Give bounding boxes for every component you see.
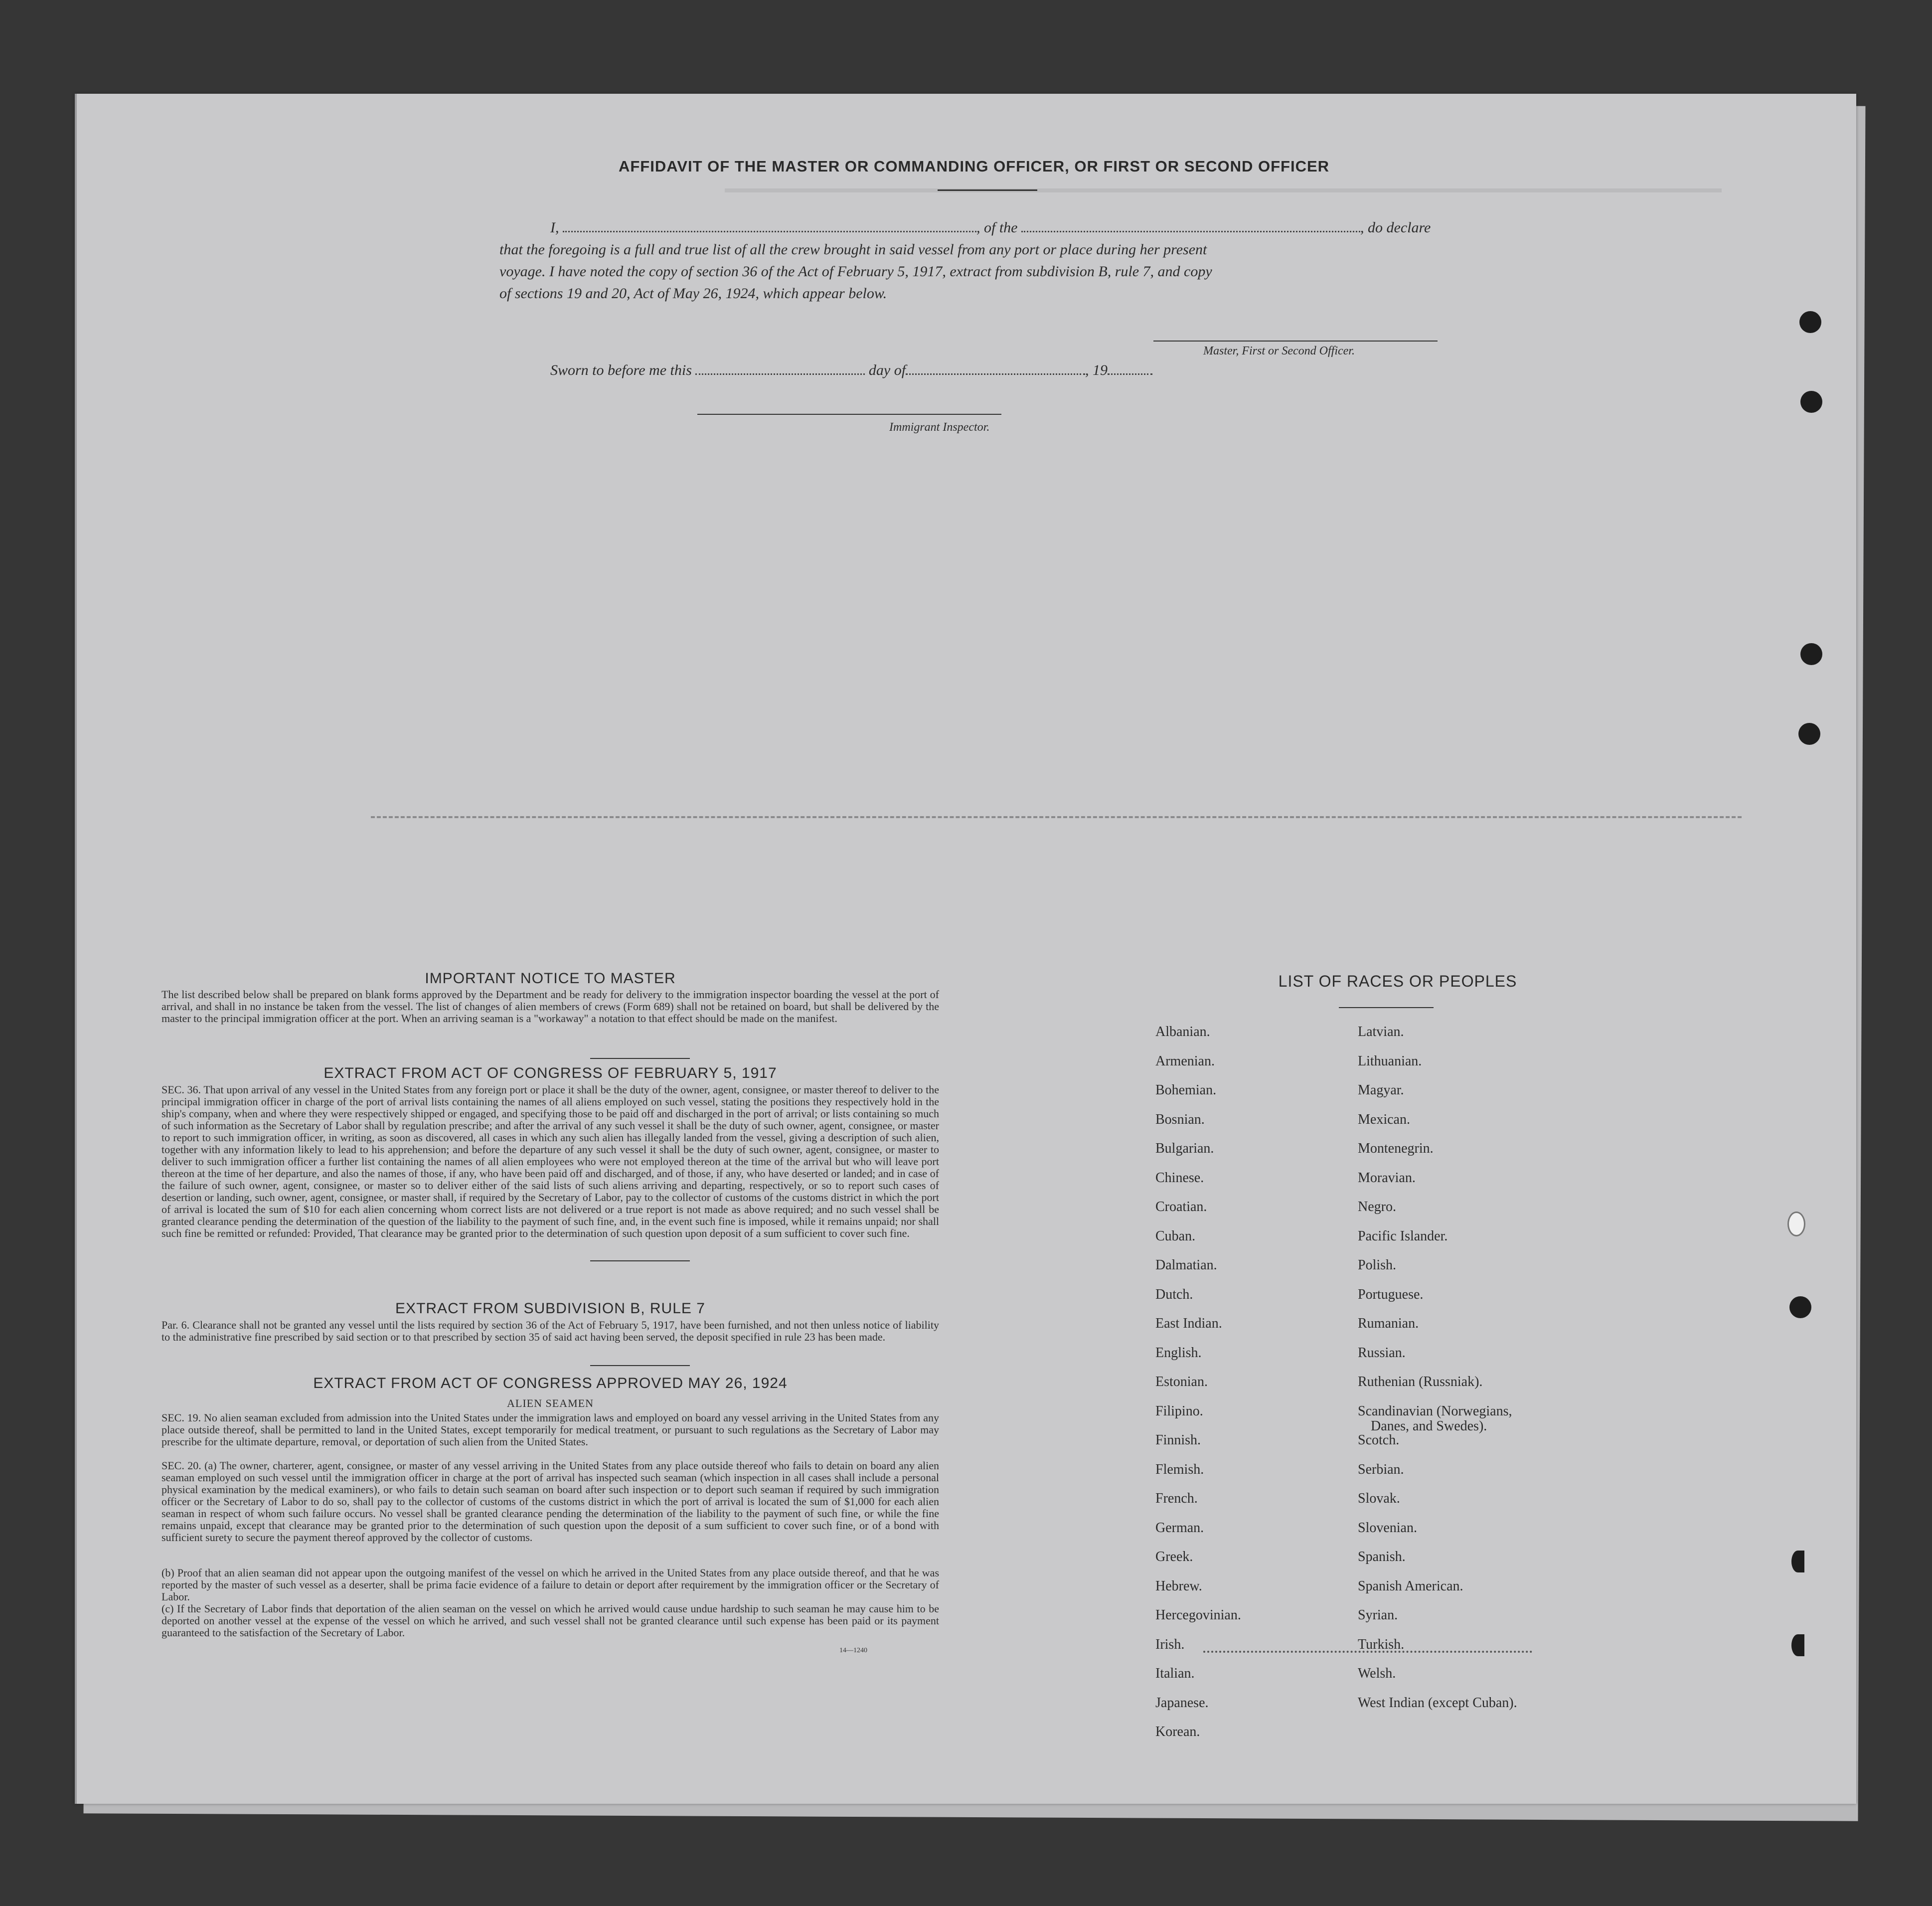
race-item: Mexican. (1358, 1111, 1410, 1127)
race-item: Syrian. (1358, 1607, 1398, 1623)
race-item: Hebrew. (1155, 1578, 1202, 1594)
sworn-year-field[interactable] (1108, 373, 1152, 375)
sworn-year-prefix: , 19 (1085, 362, 1108, 378)
race-item: German. (1155, 1520, 1204, 1536)
sworn-text: Sworn to before me this (550, 362, 692, 378)
affidavit-line-3: voyage. I have noted the copy of section 36 of the Act of February 5, 1917, extract from subdivision B, rule 7, and copy (499, 263, 1212, 280)
race-item: Italian. (1155, 1666, 1195, 1681)
race-item: Serbian. (1358, 1461, 1404, 1477)
rule7-text: Par. 6. Clearance shall not be granted any vessel until the lists required by section 36 of the Act of February 5, 1917, have been furnished, and not then unless notice of liability to the administrative fine prescribed by said section or to that prescribed by section 35 of said act having been served, the deposit specified in rule 23 has been made. (161, 1319, 939, 1343)
affidavit-title-rule (938, 189, 1037, 191)
extract-1924-title: EXTRACT FROM ACT OF CONGRESS APPROVED MAY 26, 1924 (313, 1375, 788, 1391)
affidavit-line-1 (550, 219, 1497, 236)
punch-hole (1791, 1634, 1804, 1656)
affidavit-i: I, (550, 219, 559, 236)
signature-label: Master, First or Second Officer. (1203, 345, 1355, 357)
race-item: Greek. (1155, 1549, 1193, 1564)
document-page (75, 94, 1856, 1804)
race-item: Welsh. (1358, 1666, 1396, 1681)
inspector-label: Immigrant Inspector. (889, 421, 990, 434)
extract-1917-title: EXTRACT FROM ACT OF CONGRESS OF FEBRUARY 5, 1917 (323, 1065, 777, 1081)
race-item: Pacific Islander. (1358, 1228, 1448, 1244)
race-item: Croatian. (1155, 1199, 1207, 1214)
race-item: Ruthenian (Russniak). (1358, 1374, 1483, 1389)
master-name-field[interactable] (563, 231, 976, 232)
vessel-name-field[interactable] (1021, 231, 1360, 232)
race-item: Japanese. (1155, 1695, 1209, 1711)
race-item: Moravian. (1358, 1170, 1416, 1186)
races-title-rule (1339, 1007, 1434, 1008)
dashed-separator (371, 816, 1742, 818)
inspector-signature-line[interactable] (697, 414, 1001, 415)
sworn-day-of: day of (868, 362, 906, 378)
notice-title: IMPORTANT NOTICE TO MASTER (425, 970, 676, 987)
stray-dotted-line (1203, 1651, 1532, 1653)
race-item: Bulgarian. (1155, 1141, 1214, 1156)
affidavit-line-2: that the foregoing is a full and true list of all the crew brought in said vessel from any port or place during her present (499, 241, 1207, 258)
races-title: LIST OF RACES OR PEOPLES (1278, 972, 1517, 990)
sec20c-text: (c) If the Secretary of Labor finds that deportation of the alien seaman on the vessel on which he arrived would cause undue hardship to such seaman he may cause him to be deported on another vessel at the expense of the vessel on which he arrived, and such vessel shall not be granted clearance until such expense has been paid or its payment guaranteed to the satisfaction of the Secretary of Labor. (161, 1602, 939, 1639)
notice-text: The list described below shall be prepared on blank forms approved by the Department and be ready for delivery to the immigration inspector boarding the vessel at the port of arrival, and shall in no instance be taken from the vessel. The list of changes of alien members of crews (Form 689) shall not be retained on board, but shall be delivered by the master to the principal immigration officer at the port. When an arriving seaman is a "workaway" a notation to that effect should be made on the manifest. (161, 988, 939, 1025)
notice-rule (590, 1058, 690, 1059)
race-item: Negro. (1358, 1199, 1396, 1214)
race-item: Bosnian. (1155, 1111, 1205, 1127)
race-item: Chinese. (1155, 1170, 1204, 1186)
race-item: Portuguese. (1358, 1286, 1424, 1302)
race-item: Filipino. (1155, 1403, 1203, 1419)
rule7-rule (590, 1365, 690, 1366)
sec20b-text: (b) Proof that an alien seaman did not appear upon the outgoing manifest of the vessel on which he arrived in the United States from any place outside thereof, and that he was reported by the master of such vessel as a deserter, shall be prima facie evidence of a failure to detain or deport after requirement by the immigration officer or the Secretary of Labor. (161, 1566, 939, 1603)
race-item: East Indian. (1155, 1316, 1222, 1331)
sec20a-text: SEC. 20. (a) The owner, charterer, agent, consignee, or master of any vessel arriving in the United States from any place outside thereof who fails to detain on board any alien seaman employed on such vessel until the immigration officer in charge at the port of arrival has inspected such seaman (which inspection in all cases shall include a personal physical examination by the medical examiners), or who fails to detain such seaman on board after such inspection or to deport such seaman if required by such immigration officer or the Secretary of Labor to do so, shall pay to the collector of customs of the customs district in which the port of arrival is located the sum of $1,000 for each alien seaman in respect of whom such failure occurs. No vessel shall be granted clearance pending the determination of the liability to the payment of such fine, or while the fine remains unpaid, except that clearance may be granted prior to the determination of such question upon the deposit of a sum sufficient to cover such fine, or of a bond with sufficient surety to secure the payment thereof approved by the collector of customs. (161, 1459, 939, 1544)
sworn-line (550, 362, 1298, 379)
race-item: Spanish. (1358, 1549, 1406, 1564)
extract-1917-rule (590, 1260, 690, 1261)
race-item: Flemish. (1155, 1461, 1204, 1477)
race-item: Lithuanian. (1358, 1053, 1422, 1069)
punch-hole (1800, 391, 1822, 413)
race-item: Latvian. (1358, 1024, 1404, 1040)
race-item: Slovenian. (1358, 1520, 1417, 1536)
race-item: French. (1155, 1491, 1198, 1506)
race-item: Estonian. (1155, 1374, 1208, 1389)
race-item: Magyar. (1358, 1082, 1404, 1098)
race-item: Rumanian. (1358, 1316, 1419, 1331)
punch-hole (1798, 723, 1820, 745)
race-item: Russian. (1358, 1345, 1406, 1361)
race-item: Irish. (1155, 1636, 1185, 1652)
punch-hole (1800, 643, 1822, 665)
signature-line[interactable] (1153, 341, 1438, 342)
race-item: Scotch. (1358, 1432, 1400, 1448)
race-item: Albanian. (1155, 1024, 1210, 1040)
affidavit-of-the: , of the (976, 219, 1018, 236)
punch-hole (1791, 1551, 1804, 1572)
race-item: Dutch. (1155, 1286, 1193, 1302)
race-item: Polish. (1358, 1257, 1397, 1273)
race-item: Montenegrin. (1358, 1141, 1434, 1156)
rule7-title: EXTRACT FROM SUBDIVISION B, RULE 7 (395, 1300, 705, 1317)
punch-hole (1787, 1212, 1805, 1236)
sworn-month-field[interactable] (906, 373, 1085, 375)
extract-1917-text: SEC. 36. That upon arrival of any vessel in the United States from any foreign port or place it shall be the duty of the owner, agent, consignee, or master thereof to deliver to the principal immigration officer in charge of the port of arrival lists containing the names of all aliens employed on such vessel, stating the positions they respectively hold in the ship's company, when and where they were respectively shipped or engaged, and specifying those to be paid off and discharged in the port of arrival; or lists containing so much of such information as the Secretary of Labor shall by regulation prescribe; and after the arrival of any such vessel it shall be the duty of such owner, agent, consignee, or master to report to such immigration officer, in writing, as soon as discovered, all cases in which any such alien has illegally landed from the vessel, giving a description of such alien, together with any information likely to lead to his apprehension; and before the departure of any such vessel it shall be the duty of such owner, agent, consignee, or master to deliver to such immigration officer a further list containing the names of all alien employees who were not employed thereon at the time of the arrival but who will leave port thereon at the time of her departure, and also the names of those, if any, who have been paid off and discharged, and of those, if any, who have deserted or landed; and in case of the failure of such owner, agent, consignee, or master so to deliver either of the said lists of such aliens arriving and departing, respectively, or so to report such cases of desertion or landing, such owner, agent, consignee, or master shall, if required by the Secretary of Labor, pay to the collector of customs of the customs district in which the port of arrival is located the sum of $10 for each alien concerning whom correct lists are not delivered or a true report is not made as above required; and no such vessel shall be granted clearance pending the determination of the question of the liability to the payment of such fine, and, in the event such fine is imposed, while it remains unpaid; nor shall such fine be remitted or refunded: Provided, That clearance may be granted prior to the determination of such question upon deposit of a sum sufficient to cover such fine. (161, 1083, 939, 1239)
punch-hole (1789, 1296, 1811, 1318)
race-item: Dalmatian. (1155, 1257, 1217, 1273)
race-item: Bohemian. (1155, 1082, 1217, 1098)
race-item: Spanish American. (1358, 1578, 1463, 1594)
sworn-day-field[interactable] (695, 373, 865, 375)
sec19-text: SEC. 19. No alien seaman excluded from admission into the United States under the immigration laws and employed on board any vessel arriving in the United States from any place outside thereof, shall be permitted to land in the United States, except temporarily for medical treatment, or pursuant to such regulations as the Secretary of Labor may prescribe for the ultimate departure, removal, or deportation of such alien from the United States. (161, 1411, 939, 1448)
race-item: Finnish. (1155, 1432, 1201, 1448)
race-item: Cuban. (1155, 1228, 1196, 1244)
affidavit-line-4: of sections 19 and 20, Act of May 26, 1924, which appear below. (499, 285, 887, 302)
alien-seamen-subtitle: ALIEN SEAMEN (507, 1397, 594, 1409)
race-item: Armenian. (1155, 1053, 1215, 1069)
affidavit-do-declare: , do declare (1360, 219, 1431, 236)
race-item: Hercegovinian. (1155, 1607, 1241, 1623)
race-item: English. (1155, 1345, 1202, 1361)
race-item: Danes, and Swedes). (1371, 1418, 1487, 1434)
race-item: West Indian (except Cuban). (1358, 1695, 1517, 1711)
race-item: Korean. (1155, 1724, 1200, 1739)
race-item: Slovak. (1358, 1491, 1400, 1506)
race-item: Turkish. (1358, 1636, 1405, 1652)
form-number: 14—1240 (839, 1647, 867, 1654)
punch-hole (1799, 311, 1821, 333)
affidavit-title: AFFIDAVIT OF THE MASTER OR COMMANDING OFFICER, OR FIRST OR SECOND OFFICER (618, 158, 1330, 175)
race-item: Scandinavian (Norwegians, (1358, 1403, 1512, 1419)
